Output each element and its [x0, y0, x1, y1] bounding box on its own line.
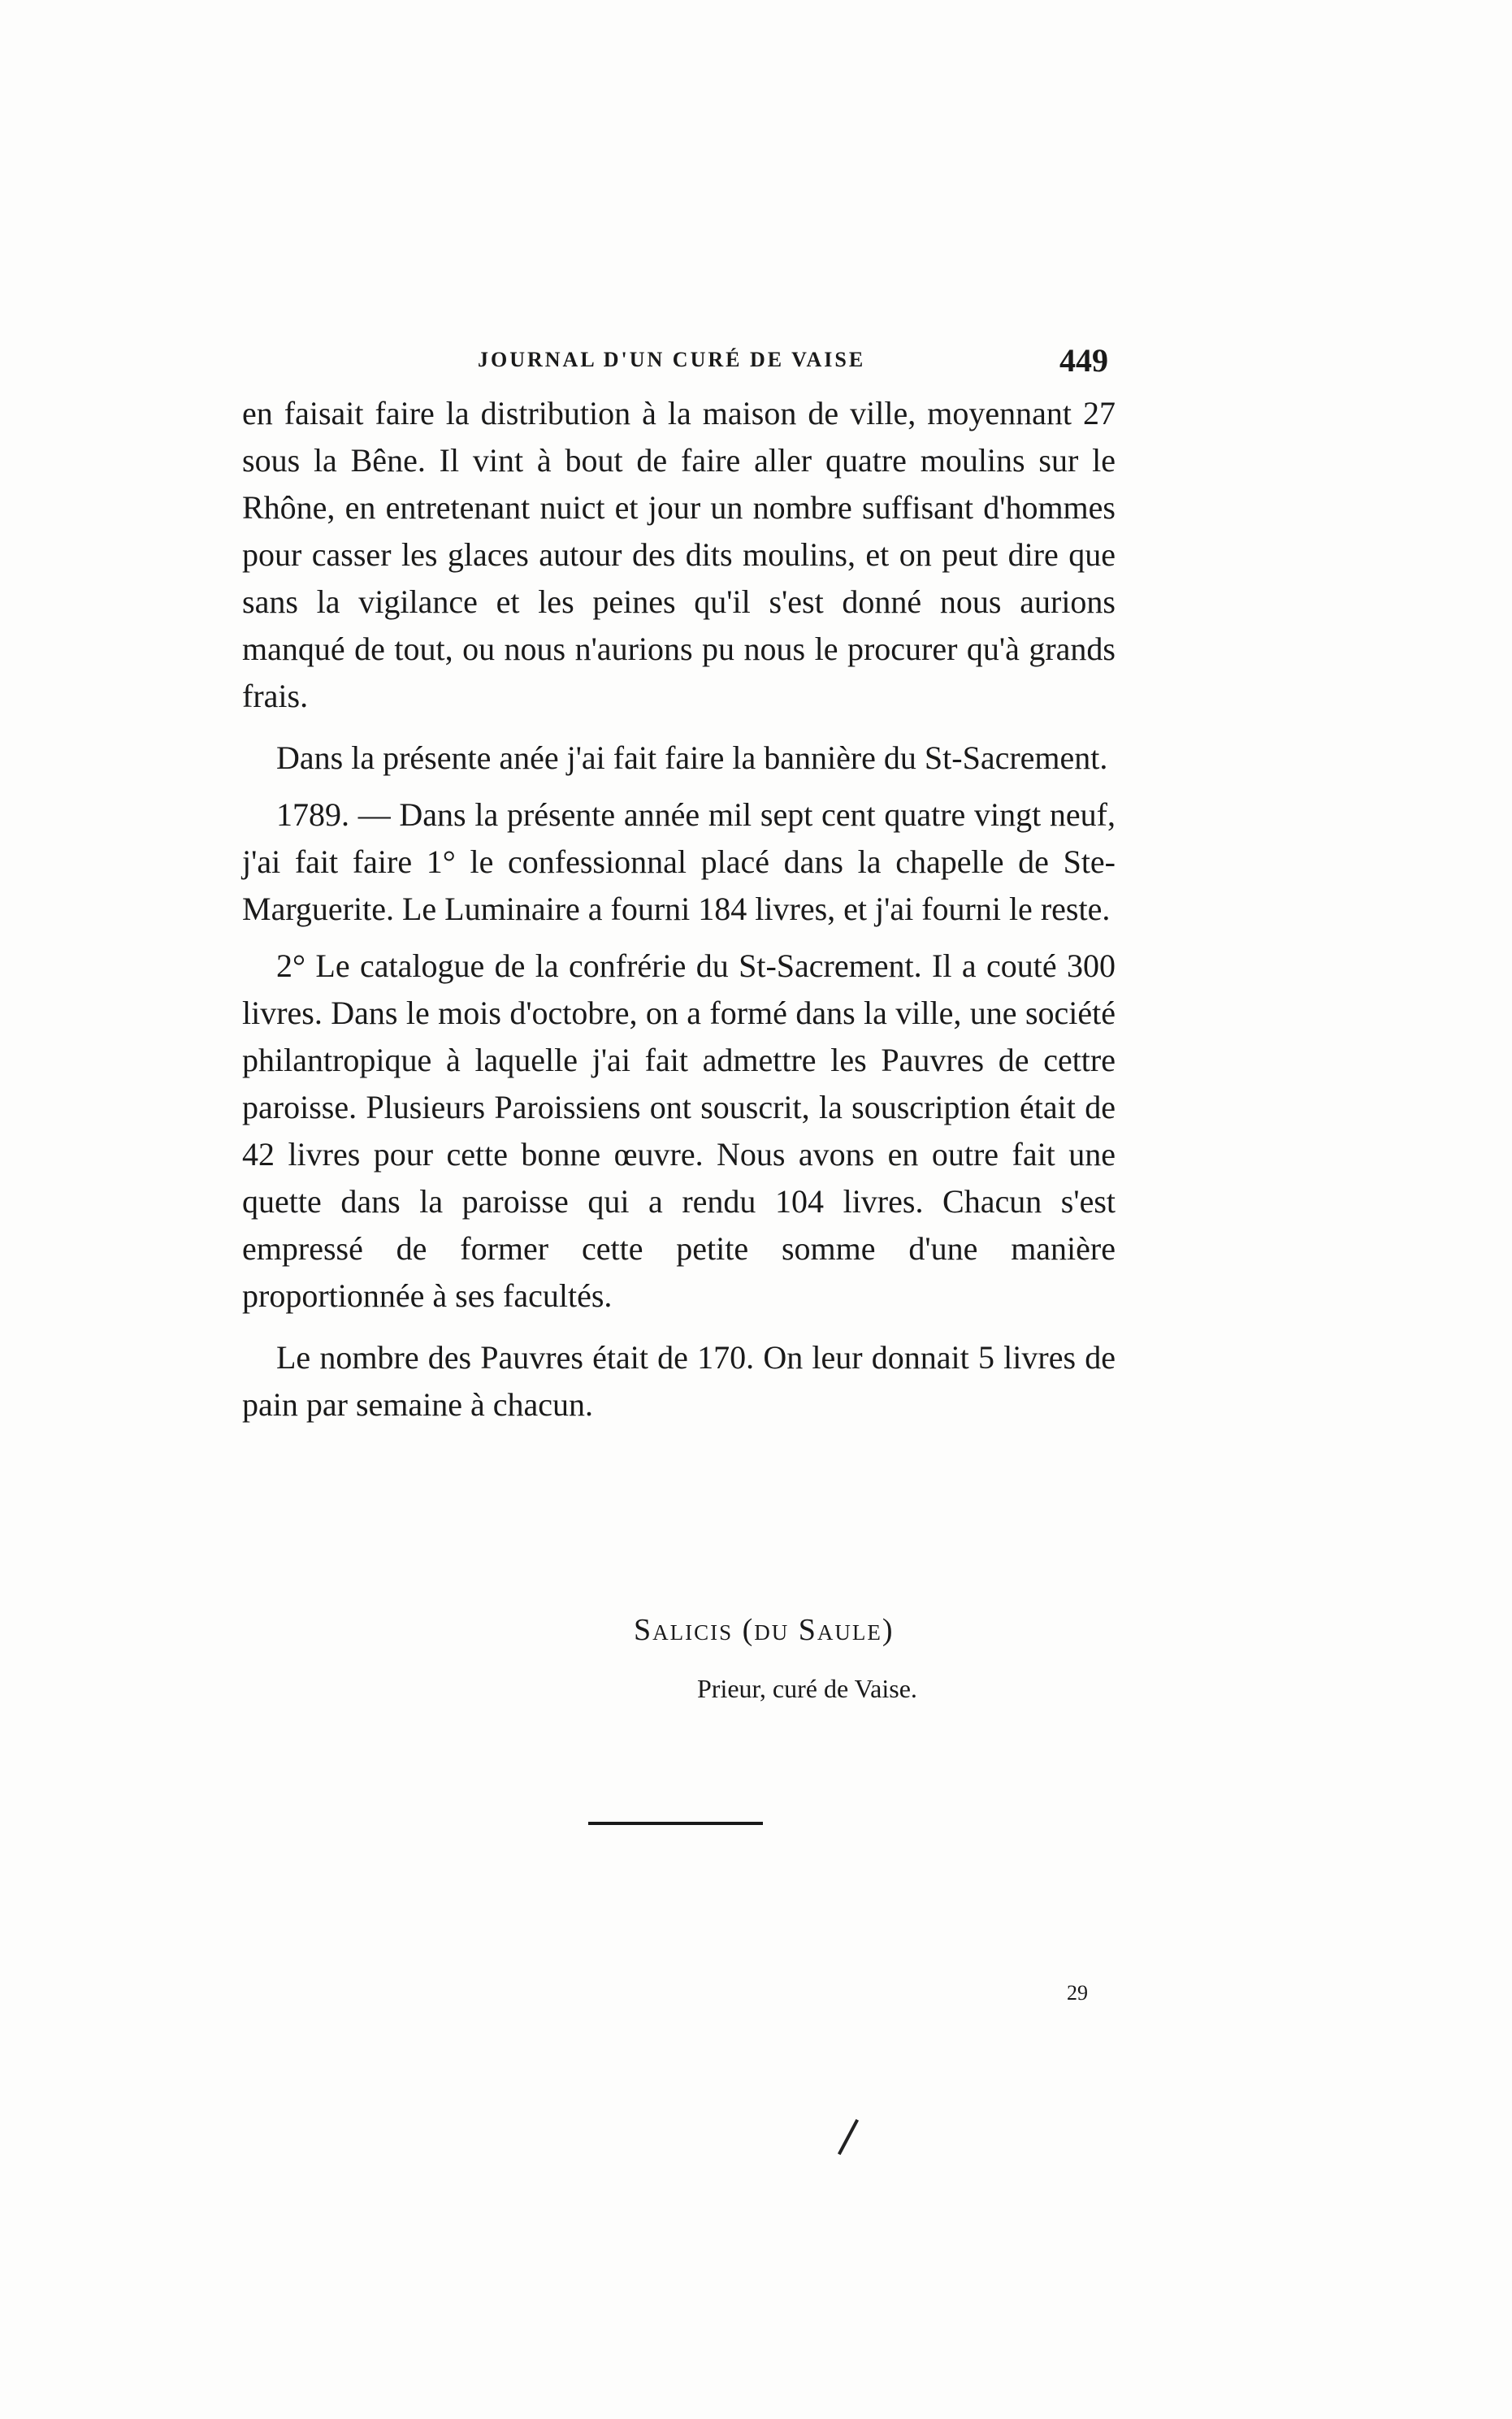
- signature-title: Prieur, curé de Vaise.: [697, 1674, 917, 1703]
- paragraph: en faisait faire la distribution à la maison de ville, moyennant 27 sous la Bêne. Il vint à bout de faire aller quatre moulins sur le Rhône, en entretenant nuict et jour un nombre suffisant d'hommes pour casser les glaces autour des dits moulins, et on peut dire que sans la vigilance et les peines qu'il s'est donné nous aurions manqué de tout, ou nous n'aurions pu nous le procurer qu'à grands frais.: [242, 395, 1116, 714]
- page-number: 449: [1059, 342, 1108, 379]
- paragraph: Dans la présente anée j'ai fait faire la bannière du St-Sacrement.: [276, 739, 1108, 776]
- paragraph: 1789. — Dans la présente année mil sept cent quatre vingt neuf, j'ai fait faire 1° le confessionnal placé dans la chapelle de Ste-Marguerite. Le Luminaire a fourni 184 livres, et j'ai fourni le reste.: [242, 796, 1116, 927]
- end-rule: [588, 1822, 763, 1825]
- signature-name: Salicis (du Saule): [634, 1613, 895, 1647]
- printer-signature-mark: 29: [1067, 1981, 1088, 2005]
- paragraph: Le nombre des Pauvres était de 170. On leur donnait 5 livres de pain par semaine à chacun.: [242, 1339, 1116, 1423]
- running-title: JOURNAL D'UN CURÉ DE VAISE: [478, 348, 866, 371]
- paragraph: 2° Le catalogue de la confrérie du St-Sacrement. Il a couté 300 livres. Dans le mois d'octobre, on a formé dans la ville, une société philantropique à laquelle j'ai fait admettre les Pauvres de cettre paroisse. Plusieurs Paroissiens ont souscrit, la souscription était de 42 livres pour cette bonne œuvre. Nous avons en outre fait une quette dans la paroisse qui a rendu 104 livres. Chacun s'est empressé de former cette petite somme d'une manière proportionnée à ses facultés.: [242, 947, 1116, 1314]
- stray-ink-mark: [838, 2119, 859, 2155]
- body-text: [242, 390, 1116, 1438]
